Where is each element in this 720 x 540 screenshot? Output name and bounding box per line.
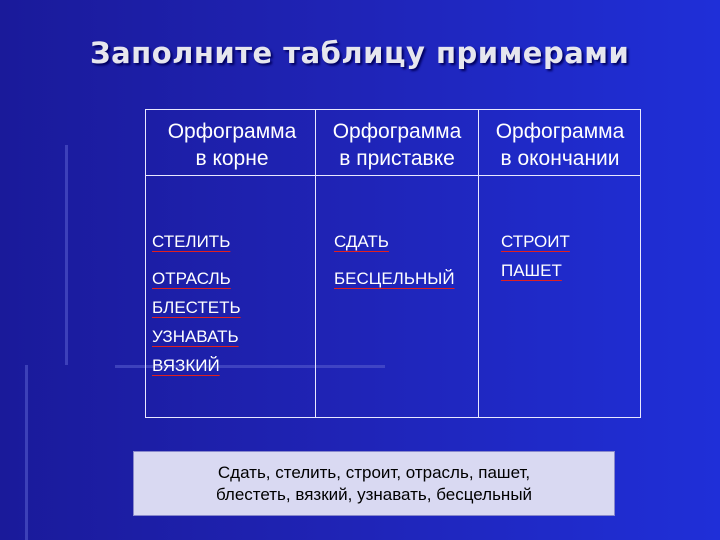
- header-ending-line2: в окончании: [500, 147, 620, 170]
- word-list-line1: Сдать, стелить, строит, отрасль, пашет,: [217, 462, 531, 482]
- root-word: УЗНАВАТЬ: [152, 327, 239, 346]
- header-prefix: [316, 118, 478, 172]
- page-title: Заполните таблицу примерами: [90, 36, 630, 70]
- header-ending-line1: Орфограмма: [495, 120, 625, 143]
- word-list-box: [133, 451, 615, 516]
- ending-column: [501, 227, 570, 285]
- root-column: [152, 227, 241, 380]
- ending-word: ПАШЕТ: [501, 261, 562, 280]
- decor-line: [65, 145, 68, 365]
- header-divider: [146, 175, 640, 176]
- root-word: БЛЕСТЕТЬ: [152, 298, 241, 317]
- prefix-word: СДАТЬ: [334, 232, 389, 251]
- header-root-line2: в корне: [195, 147, 269, 170]
- header-root: [150, 118, 314, 172]
- orthogram-table: [145, 109, 641, 418]
- root-word: СТЕЛИТЬ: [152, 232, 231, 251]
- root-word: ВЯЗКИЙ: [152, 356, 220, 375]
- header-root-line1: Орфограмма: [167, 120, 297, 143]
- prefix-column: [334, 227, 455, 293]
- word-list-line2: блестеть, вязкий, узнавать, бесцельный: [215, 484, 533, 504]
- header-ending: [479, 118, 641, 172]
- header-prefix-line2: в приставке: [339, 147, 455, 170]
- header-prefix-line1: Орфограмма: [332, 120, 462, 143]
- root-word: ОТРАСЛЬ: [152, 269, 231, 288]
- ending-word: СТРОИТ: [501, 232, 570, 251]
- prefix-word: БЕСЦЕЛЬНЫЙ: [334, 269, 455, 288]
- decor-line: [25, 365, 28, 540]
